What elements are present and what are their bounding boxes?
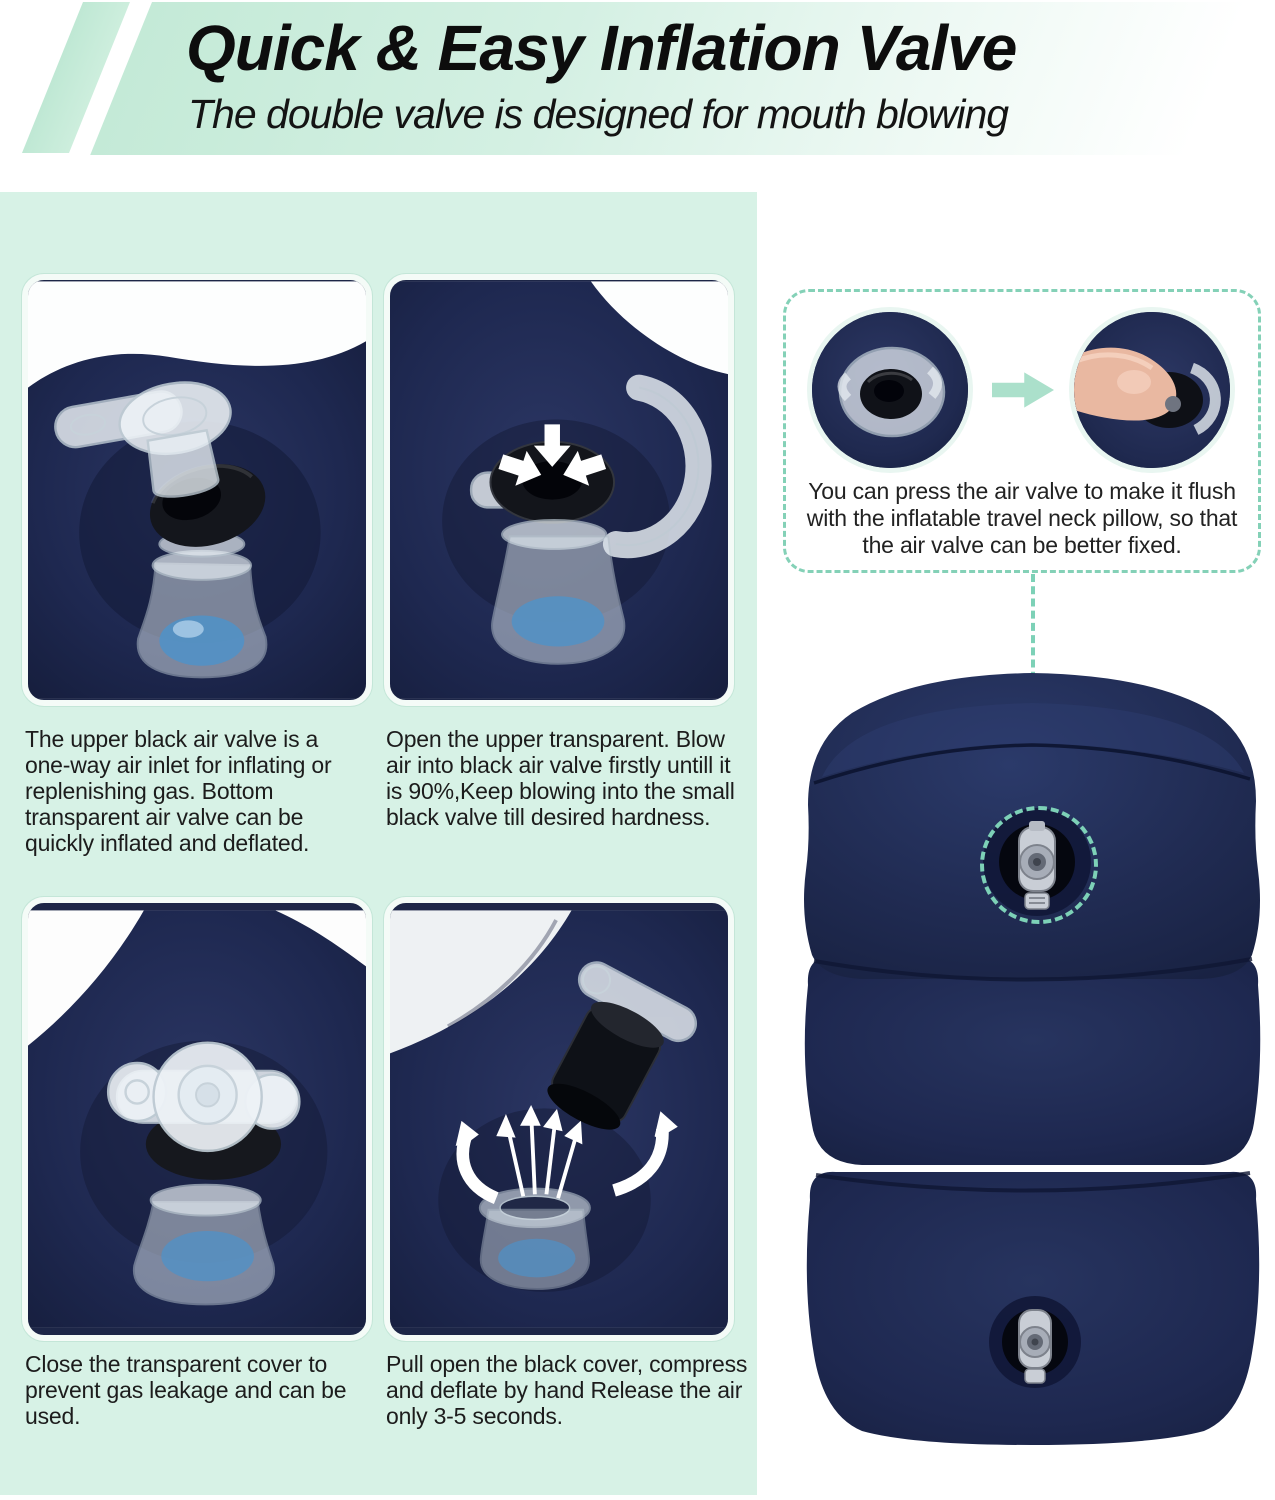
press-valve-callout <box>783 289 1261 573</box>
valve-closed-top-illustration <box>28 903 366 1335</box>
finger-press-illustration <box>1074 312 1230 468</box>
callout-photo-valve-raised <box>812 312 968 468</box>
arrow-right-icon <box>992 370 1054 410</box>
step4-photo-valve-deflate <box>384 897 734 1341</box>
callout-photo-finger-press <box>1074 312 1230 468</box>
step4-caption: Pull open the black cover, compress and deflate by hand Release the air only 3-5 seconds. <box>386 1351 748 1429</box>
valve-open-blow-illustration <box>390 280 728 700</box>
valve-raised-illustration <box>812 312 968 468</box>
step3-caption: Close the transparent cover to prevent gas leakage and can be used. <box>25 1351 347 1429</box>
pillow-illustration <box>792 655 1272 1455</box>
valve-closed-side-illustration <box>28 280 366 700</box>
page-subtitle: The double valve is designed for mouth blowing <box>188 91 1009 137</box>
valve-highlight-circle <box>980 806 1098 924</box>
step1-photo-valve-closed-side <box>22 274 372 706</box>
valve-deflate-illustration <box>390 903 728 1335</box>
inflatable-pillow-photo <box>792 655 1272 1455</box>
callout-text: You can press the air valve to make it flush with the inflatable travel neck pillow, so that the air valve can be better fixed. <box>806 478 1238 558</box>
step3-photo-valve-closed-top <box>22 897 372 1341</box>
step2-caption: Open the upper transparent. Blow air into black air valve firstly untill it is 90%,Keep blowing into the small black valve till desired hardness. <box>386 726 735 830</box>
page-title: Quick & Easy Inflation Valve <box>186 12 1017 84</box>
step2-photo-valve-open-blow <box>384 274 734 706</box>
step1-caption: The upper black air valve is a one-way air inlet for inflating or replenishing gas. Bottom transparent air valve can be quickly inflated and deflated. <box>25 726 332 856</box>
